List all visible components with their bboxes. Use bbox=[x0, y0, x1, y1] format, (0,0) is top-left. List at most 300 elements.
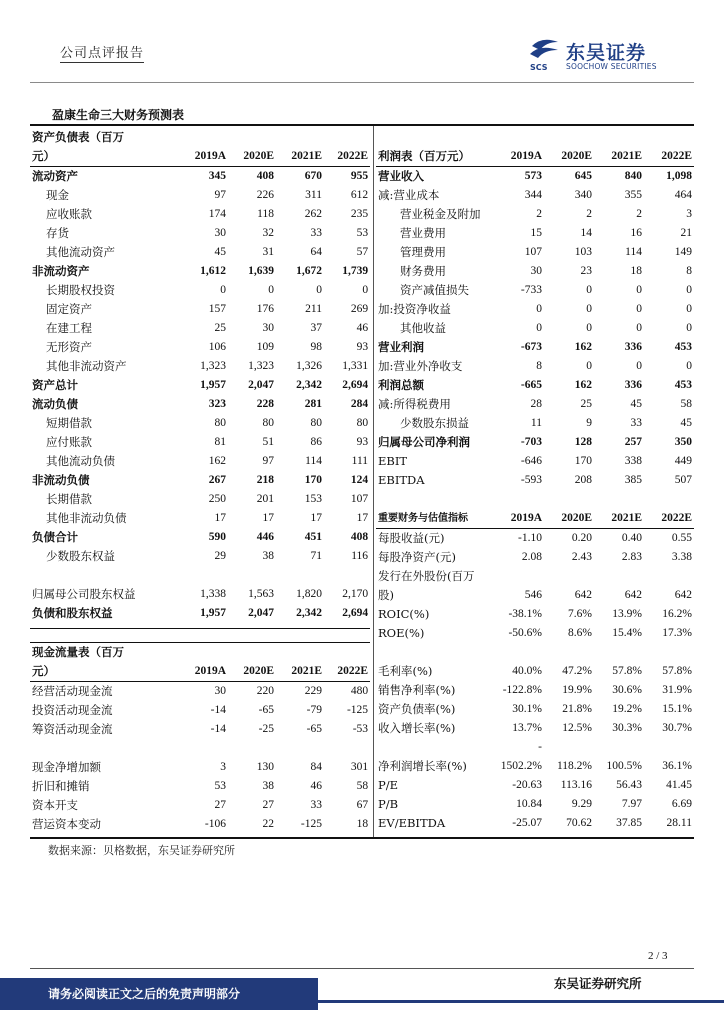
cell-value: 17 bbox=[214, 512, 226, 524]
row-label: 每股收益(元) bbox=[378, 531, 445, 545]
cell-value: 0 bbox=[686, 360, 692, 372]
cell-value: 1,326 bbox=[296, 360, 322, 372]
cell-value: 840 bbox=[624, 170, 642, 182]
row-label: 无形资产 bbox=[46, 340, 92, 354]
cell-value: 0 bbox=[586, 360, 592, 372]
table-row bbox=[376, 662, 694, 681]
row-label: 应付账款 bbox=[46, 435, 92, 449]
cell-value: 46 bbox=[356, 322, 369, 334]
table-top-border bbox=[30, 124, 694, 126]
table-row bbox=[30, 376, 370, 395]
cell-value: 0 bbox=[316, 284, 322, 296]
cell-value: 1,323 bbox=[248, 360, 274, 372]
cell-value: 13.7% bbox=[512, 722, 542, 734]
cell-value: 80 bbox=[214, 417, 226, 429]
cell-value: 8 bbox=[686, 265, 692, 277]
cell-value: 480 bbox=[350, 685, 369, 697]
table-row bbox=[376, 738, 694, 757]
cell-value: 408 bbox=[256, 170, 274, 182]
table-row bbox=[30, 186, 370, 205]
cell-value: -53 bbox=[352, 723, 369, 735]
cell-value: 2,694 bbox=[342, 607, 369, 619]
table-row bbox=[30, 604, 370, 623]
table-row bbox=[376, 224, 694, 243]
footer-brand: 东吴证券研究所 bbox=[554, 976, 642, 991]
table-row bbox=[30, 395, 370, 414]
table-row bbox=[376, 529, 694, 549]
table-row bbox=[376, 757, 694, 776]
table-row bbox=[376, 414, 694, 433]
row-label: 资产负债率(%) bbox=[378, 702, 456, 716]
cell-value: 453 bbox=[674, 379, 692, 391]
cell-value: 114 bbox=[305, 455, 322, 467]
brand-logo bbox=[528, 36, 678, 74]
table-row bbox=[30, 243, 370, 262]
cell-value: 235 bbox=[350, 208, 369, 220]
table-row bbox=[30, 528, 370, 547]
cell-value: 174 bbox=[208, 208, 226, 220]
row-label bbox=[376, 738, 494, 757]
table-row bbox=[30, 319, 370, 338]
cell-value bbox=[494, 567, 544, 586]
cell-value bbox=[644, 738, 694, 757]
cell-value: 573 bbox=[524, 170, 542, 182]
row-label: 短期借款 bbox=[46, 416, 92, 430]
year-header: 2019A bbox=[494, 147, 544, 167]
cell-value: 1,739 bbox=[342, 265, 369, 277]
cell-value: 18 bbox=[630, 265, 642, 277]
cell-value bbox=[180, 566, 228, 585]
cell-value: 153 bbox=[304, 493, 322, 505]
balance-sheet-title-line2: 元） bbox=[30, 147, 180, 167]
cell-value: 1502.2% bbox=[500, 760, 542, 772]
table-title: 盈康生命三大财务预测表 bbox=[52, 108, 185, 122]
row-label: EBITDA bbox=[378, 473, 425, 487]
cell-value: 19.2% bbox=[612, 703, 642, 715]
table-row bbox=[376, 719, 694, 738]
cell-value: 15.1% bbox=[662, 703, 692, 715]
row-label bbox=[30, 566, 180, 585]
row-label: 加:营业外净收支 bbox=[378, 359, 463, 373]
table-row bbox=[376, 700, 694, 719]
cell-value: 157 bbox=[208, 303, 226, 315]
cell-value: 0.40 bbox=[621, 532, 642, 544]
cell-value: 41.45 bbox=[666, 779, 692, 791]
cell-value: 0 bbox=[636, 360, 642, 372]
cell-value: 284 bbox=[350, 398, 369, 410]
row-label bbox=[30, 739, 180, 758]
row-label: 销售净利率(%) bbox=[378, 683, 456, 697]
cell-value bbox=[544, 567, 594, 586]
cell-value: 13.9% bbox=[612, 608, 642, 620]
cell-value: 2,047 bbox=[248, 379, 274, 391]
table-row bbox=[30, 205, 370, 224]
cell-value: 58 bbox=[680, 398, 692, 410]
table-row bbox=[30, 547, 370, 566]
cell-value: 15.4% bbox=[612, 627, 642, 639]
cell-value: 218 bbox=[256, 474, 274, 486]
row-label: 在建工程 bbox=[46, 321, 92, 335]
cell-value: 57.8% bbox=[612, 665, 642, 677]
table-row bbox=[376, 452, 694, 471]
table-bottom-border bbox=[30, 837, 694, 839]
table-row bbox=[30, 471, 370, 490]
cell-value: 345 bbox=[208, 170, 226, 182]
table-row bbox=[376, 624, 694, 643]
table-row bbox=[30, 167, 370, 187]
cell-value: 344 bbox=[524, 189, 542, 201]
cell-value: 9 bbox=[586, 417, 592, 429]
cell-value: 0 bbox=[686, 322, 692, 334]
cell-value: 226 bbox=[256, 189, 274, 201]
row-label bbox=[376, 643, 494, 662]
table-row bbox=[30, 300, 370, 319]
table-row bbox=[376, 281, 694, 300]
section-divider bbox=[30, 642, 370, 643]
cell-value: 311 bbox=[305, 189, 322, 201]
row-label: 股) bbox=[378, 588, 394, 602]
key-metrics-table bbox=[376, 509, 694, 833]
row-label: 减:所得税费用 bbox=[378, 397, 451, 411]
row-label: EV/EBITDA bbox=[378, 816, 446, 830]
table-row bbox=[30, 815, 370, 834]
cell-value: 2 bbox=[586, 208, 592, 220]
row-label: 少数股东权益 bbox=[46, 549, 115, 563]
row-label: 发行在外股份(百万 bbox=[378, 569, 475, 583]
data-source-note: 数据来源：贝格数据，东吴证券研究所 bbox=[48, 844, 235, 857]
cell-value: 19.9% bbox=[562, 684, 592, 696]
cell-value: 642 bbox=[624, 589, 642, 601]
cell-value: 30 bbox=[214, 685, 226, 697]
table-row bbox=[376, 205, 694, 224]
cell-value: 17 bbox=[310, 512, 322, 524]
row-label: 长期股权投资 bbox=[46, 283, 115, 297]
income-statement-title: 利润表（百万元） bbox=[376, 147, 494, 167]
cell-value: 56.43 bbox=[616, 779, 642, 791]
table-row bbox=[376, 567, 694, 586]
cell-value bbox=[228, 566, 276, 585]
cell-value: 37 bbox=[310, 322, 322, 334]
cell-value: 124 bbox=[350, 474, 369, 486]
cell-value: 0 bbox=[586, 322, 592, 334]
cell-value: -125 bbox=[300, 818, 322, 830]
table-row bbox=[376, 776, 694, 795]
row-label: 折旧和摊销 bbox=[32, 779, 90, 793]
cell-value: 109 bbox=[256, 341, 274, 353]
cell-value: -665 bbox=[520, 379, 542, 391]
cell-value: 98 bbox=[310, 341, 322, 353]
cell-value: 1,957 bbox=[200, 607, 226, 619]
cell-value: -25 bbox=[258, 723, 274, 735]
cell-value: 57.8% bbox=[662, 665, 692, 677]
row-label: 应收账款 bbox=[46, 207, 92, 221]
footer-divider bbox=[30, 968, 694, 969]
cell-value: 2 bbox=[636, 208, 642, 220]
cell-value bbox=[544, 738, 594, 757]
table-row bbox=[30, 682, 370, 702]
cell-value: 1,672 bbox=[296, 265, 322, 277]
cell-value: 53 bbox=[214, 780, 226, 792]
table-row bbox=[376, 357, 694, 376]
cell-value: 955 bbox=[350, 170, 369, 182]
cell-value: -65 bbox=[306, 723, 322, 735]
cell-value: 2,170 bbox=[342, 588, 369, 600]
cell-value: 8.6% bbox=[568, 627, 592, 639]
cell-value: 2.08 bbox=[521, 551, 542, 563]
column-divider bbox=[373, 126, 374, 837]
cell-value: 451 bbox=[304, 531, 322, 543]
row-label: 其他收益 bbox=[400, 321, 446, 335]
cell-value: 670 bbox=[304, 170, 322, 182]
row-label: 其他非流动资产 bbox=[46, 359, 127, 373]
cash-flow-table bbox=[30, 643, 370, 834]
cell-value: -733 bbox=[520, 284, 542, 296]
cell-value: 27 bbox=[262, 799, 274, 811]
income-statement-table bbox=[376, 147, 694, 490]
cell-value: 22 bbox=[262, 818, 274, 830]
table-row bbox=[376, 681, 694, 700]
disclaimer-banner: 请务必阅读正文之后的免责声明部分 bbox=[0, 978, 318, 1010]
cell-value: 0 bbox=[636, 303, 642, 315]
cell-value: 0 bbox=[536, 322, 542, 334]
row-label: 收入增长率(%) bbox=[378, 721, 456, 735]
cell-value: 229 bbox=[304, 685, 322, 697]
cell-value: 8 bbox=[536, 360, 542, 372]
cell-value: -38.1% bbox=[508, 608, 542, 620]
table-row bbox=[30, 796, 370, 815]
table-row bbox=[376, 395, 694, 414]
row-label: 毛利率(%) bbox=[378, 664, 433, 678]
row-label: 加:投资净收益 bbox=[378, 302, 451, 316]
cell-value: 449 bbox=[674, 455, 692, 467]
cell-value: 162 bbox=[574, 341, 592, 353]
cell-value: 103 bbox=[574, 246, 592, 258]
cell-value: 18 bbox=[356, 818, 369, 830]
table-row bbox=[376, 243, 694, 262]
table-row bbox=[376, 814, 694, 833]
year-header: 2020E bbox=[228, 147, 276, 167]
row-label: 长期借款 bbox=[46, 492, 92, 506]
cell-value: 1,639 bbox=[248, 265, 274, 277]
cell-value: 93 bbox=[356, 341, 369, 353]
year-header: 2019A bbox=[494, 509, 544, 529]
cell-value: 93 bbox=[356, 436, 369, 448]
cell-value bbox=[644, 567, 694, 586]
row-label: 现金 bbox=[46, 188, 69, 202]
cell-value: 590 bbox=[208, 531, 226, 543]
cell-value: 0 bbox=[536, 303, 542, 315]
cell-value: 33 bbox=[310, 799, 322, 811]
cell-value: 47.2% bbox=[562, 665, 592, 677]
cell-value: -646 bbox=[520, 455, 542, 467]
cell-value: 9.29 bbox=[571, 798, 592, 810]
section-divider bbox=[30, 628, 370, 629]
cell-value: 0 bbox=[636, 284, 642, 296]
cell-value: 338 bbox=[624, 455, 642, 467]
cell-value: 30 bbox=[214, 227, 226, 239]
report-type-label: 公司点评报告 bbox=[60, 42, 144, 63]
cell-value: 100.5% bbox=[606, 760, 642, 772]
table-row bbox=[376, 262, 694, 281]
cell-value bbox=[494, 643, 544, 662]
cell-value: - bbox=[538, 741, 542, 753]
cell-value bbox=[180, 739, 228, 758]
cell-value: 2.43 bbox=[571, 551, 592, 563]
cell-value: 53 bbox=[356, 227, 369, 239]
cell-value: 30.6% bbox=[612, 684, 642, 696]
cell-value: 46 bbox=[310, 780, 322, 792]
cell-value: 118.2% bbox=[556, 760, 592, 772]
cell-value: 7.6% bbox=[568, 608, 592, 620]
row-label: 净利润增长率(%) bbox=[378, 759, 467, 773]
row-label: 利润总额 bbox=[378, 378, 424, 392]
cell-value: 28.11 bbox=[666, 817, 692, 829]
cell-value: 546 bbox=[524, 589, 542, 601]
row-label: 负债合计 bbox=[32, 530, 78, 544]
row-label: 归属母公司净利润 bbox=[378, 435, 470, 449]
year-header: 2020E bbox=[544, 147, 594, 167]
cell-value: 3.38 bbox=[671, 551, 692, 563]
row-label: 营业费用 bbox=[400, 226, 446, 240]
cell-value: -122.8% bbox=[502, 684, 542, 696]
cell-value: 38 bbox=[262, 550, 274, 562]
cell-value: -50.6% bbox=[508, 627, 542, 639]
cell-value: 0 bbox=[220, 284, 226, 296]
table-row bbox=[30, 739, 370, 758]
cell-value: 0 bbox=[586, 284, 592, 296]
cell-value: 84 bbox=[310, 761, 322, 773]
cell-value: 211 bbox=[305, 303, 322, 315]
cell-value bbox=[324, 739, 370, 758]
year-header: 2020E bbox=[544, 509, 594, 529]
cell-value: 57 bbox=[356, 246, 369, 258]
table-row bbox=[376, 605, 694, 624]
cell-value: 0 bbox=[686, 303, 692, 315]
cell-value: 1,338 bbox=[200, 588, 226, 600]
table-row bbox=[30, 433, 370, 452]
year-header: 2021E bbox=[276, 662, 324, 682]
cell-value: 507 bbox=[674, 474, 692, 486]
svg-text:SCS: SCS bbox=[530, 63, 548, 72]
cell-value: 208 bbox=[574, 474, 592, 486]
table-row bbox=[376, 319, 694, 338]
cell-value: 17 bbox=[262, 512, 274, 524]
row-label: 营业税金及附加 bbox=[400, 207, 481, 221]
cell-value: -20.63 bbox=[512, 779, 542, 791]
cell-value: 642 bbox=[674, 589, 692, 601]
row-label: 归属母公司股东权益 bbox=[32, 587, 136, 601]
cell-value: 2,047 bbox=[248, 607, 274, 619]
cell-value bbox=[594, 643, 644, 662]
soochow-logo-icon bbox=[528, 36, 562, 72]
cell-value: 45 bbox=[630, 398, 642, 410]
row-label: 流动资产 bbox=[32, 169, 78, 183]
row-label: 财务费用 bbox=[400, 264, 446, 278]
year-header: 2022E bbox=[324, 147, 370, 167]
cell-value: 0.55 bbox=[671, 532, 692, 544]
cash-flow-title-line2: 元） bbox=[30, 662, 180, 682]
cell-value bbox=[644, 643, 694, 662]
cell-value: 130 bbox=[256, 761, 274, 773]
row-label: 营业利润 bbox=[378, 340, 424, 354]
cell-value: 116 bbox=[351, 550, 369, 562]
cell-value: -79 bbox=[306, 704, 322, 716]
cell-value: 170 bbox=[574, 455, 592, 467]
cell-value: 113.16 bbox=[560, 779, 592, 791]
cell-value: 464 bbox=[674, 189, 692, 201]
cell-value: 97 bbox=[214, 189, 226, 201]
cell-value: 33 bbox=[630, 417, 642, 429]
table-row bbox=[30, 357, 370, 376]
cell-value: 86 bbox=[310, 436, 322, 448]
cell-value: 16 bbox=[630, 227, 642, 239]
cell-value bbox=[324, 566, 370, 585]
cell-value: -593 bbox=[520, 474, 542, 486]
cell-value: 114 bbox=[625, 246, 642, 258]
cell-value: 118 bbox=[257, 208, 274, 220]
table-row bbox=[30, 452, 370, 471]
row-label: 投资活动现金流 bbox=[32, 703, 113, 717]
cell-value: 28 bbox=[530, 398, 542, 410]
cell-value: 385 bbox=[624, 474, 642, 486]
table-row bbox=[30, 414, 370, 433]
cell-value: 70.62 bbox=[566, 817, 592, 829]
cell-value: -65 bbox=[258, 704, 274, 716]
row-label: 负债和股东权益 bbox=[32, 606, 113, 620]
cell-value: 30.3% bbox=[612, 722, 642, 734]
row-label: 非流动资产 bbox=[32, 264, 90, 278]
table-row bbox=[376, 300, 694, 319]
row-label: 其他非流动负债 bbox=[46, 511, 127, 525]
cell-value: 37.85 bbox=[616, 817, 642, 829]
row-label: 资本开支 bbox=[32, 798, 78, 812]
table-row bbox=[376, 186, 694, 205]
cell-value: 267 bbox=[208, 474, 226, 486]
row-label: 筹资活动现金流 bbox=[32, 722, 113, 736]
cell-value bbox=[544, 643, 594, 662]
balance-sheet-table bbox=[30, 128, 370, 623]
cell-value: 340 bbox=[574, 189, 592, 201]
cash-flow-title-line1: 现金流量表（百万 bbox=[32, 645, 124, 659]
cell-value: 107 bbox=[350, 493, 369, 505]
cell-value: 58 bbox=[356, 780, 369, 792]
cell-value: 0 bbox=[686, 284, 692, 296]
cell-value bbox=[276, 739, 324, 758]
cell-value: 2,342 bbox=[296, 379, 322, 391]
cell-value: 3 bbox=[686, 208, 692, 220]
year-header: 2020E bbox=[228, 662, 276, 682]
row-label: 管理费用 bbox=[400, 245, 446, 259]
cell-value: 2.83 bbox=[621, 551, 642, 563]
table-row bbox=[30, 701, 370, 720]
row-label: 减:营业成本 bbox=[378, 188, 440, 202]
year-header: 2021E bbox=[594, 509, 644, 529]
balance-sheet-title-line1: 资产负债表（百万 bbox=[32, 130, 124, 144]
cell-value: 408 bbox=[350, 531, 369, 543]
table-row bbox=[30, 338, 370, 357]
cell-value: -1.10 bbox=[518, 532, 542, 544]
cell-value: 1,323 bbox=[200, 360, 226, 372]
table-row bbox=[376, 586, 694, 605]
cell-value: 97 bbox=[262, 455, 274, 467]
cell-value: 12.5% bbox=[562, 722, 592, 734]
row-label: 每股净资产(元) bbox=[378, 550, 456, 564]
cell-value: 1,820 bbox=[296, 588, 322, 600]
cell-value: 30 bbox=[262, 322, 274, 334]
cell-value: 1,331 bbox=[342, 360, 369, 372]
cell-value: 2,342 bbox=[296, 607, 322, 619]
cell-value: 446 bbox=[256, 531, 274, 543]
